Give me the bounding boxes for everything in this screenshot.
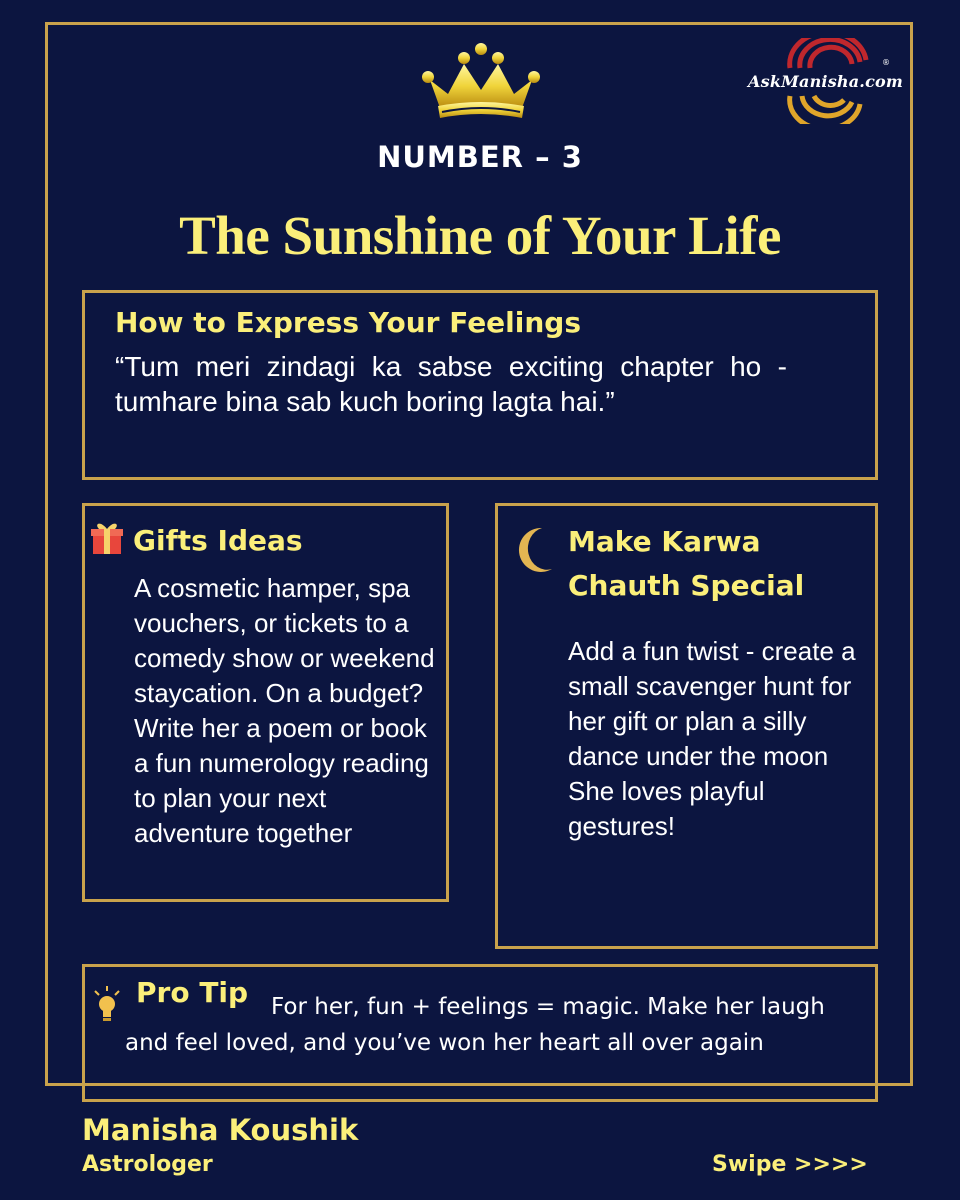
karwa-heading: Make Karwa Chauth Special (568, 525, 805, 602)
tip-body: For her, fun + feelings = magic. Make her laugh and feel loved, and you’ve won her heart all over again (125, 994, 825, 1056)
brand-logo (748, 38, 908, 124)
pro-tip-card (82, 964, 878, 1102)
karwa-body: Add a fun twist - create a small scavenger hunt for her gift or plan a silly dance under the moon She loves playful gestures! (568, 636, 856, 841)
karwa-chauth-card (495, 503, 878, 949)
tip-heading: Pro Tip (136, 976, 249, 1009)
logo-text: AskManisha.com (748, 72, 904, 91)
lightbulb-icon (91, 985, 123, 1025)
express-feelings-card (82, 290, 878, 480)
author-role: Astrologer (82, 1152, 213, 1177)
registered-mark: ® (882, 58, 890, 67)
gifts-heading: Gifts Ideas (133, 524, 303, 557)
page-title: The Sunshine of Your Life (179, 205, 781, 266)
gift-icon (90, 520, 124, 556)
crescent-moon-icon (512, 525, 556, 575)
crown-icon (418, 42, 544, 122)
swipe-prompt[interactable]: Swipe >>>> (712, 1152, 868, 1177)
gift-ideas-card (82, 503, 449, 902)
express-heading: How to Express Your Feelings (115, 306, 582, 339)
number-label: NUMBER – 3 (377, 140, 583, 174)
express-quote: “Tum meri zindagi ka sabse exciting chapter ho - tumhare bina sab kuch boring lagta hai.” (115, 351, 787, 417)
gifts-body: A cosmetic hamper, spa vouchers, or tickets to a comedy show or weekend staycation. On a budget? Write her a poem or book a fun numerology reading to plan your next adventure together (134, 573, 435, 848)
author-name: Manisha Koushik (82, 1113, 359, 1147)
